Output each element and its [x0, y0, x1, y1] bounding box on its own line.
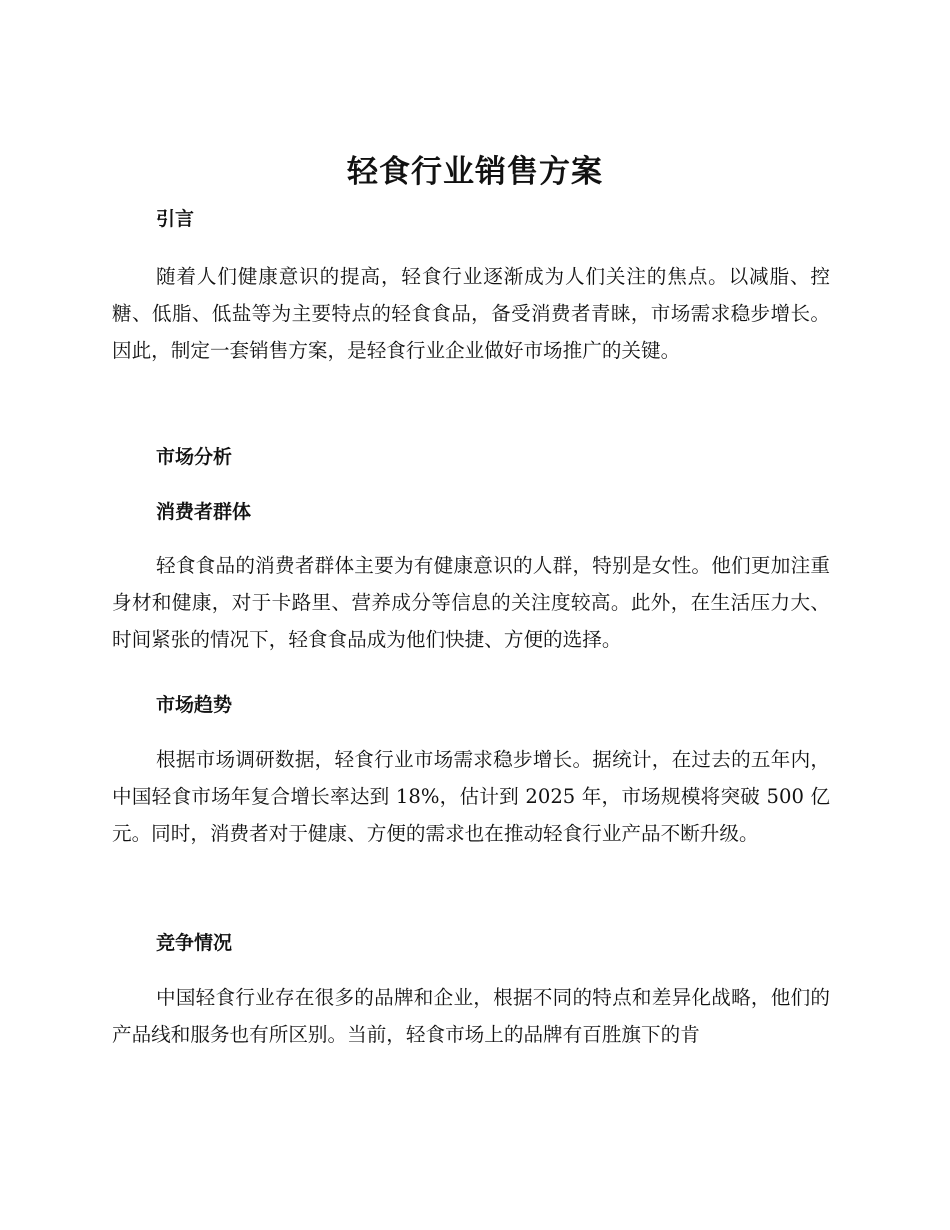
section-heading-introduction: 引言 — [156, 208, 195, 230]
paragraph-introduction: 随着人们健康意识的提高，轻食行业逐渐成为人们关注的焦点。以减脂、控糖、低脂、低盐等为主要特点的轻食食品，备受消费者青睐，市场需求稳步增长。因此，制定一套销售方案，是轻食行业企业做好市场推广的关键。 — [112, 265, 830, 363]
paragraph-market-trend: 根据市场调研数据，轻食行业市场需求稳步增长。据统计，在过去的五年内，中国轻食市场年复合增长率达到 18%，估计到 2025 年，市场规模将突破 500 亿元。同时，消费者对于健康、方便的需求也在推动轻食行业产品不断升级。 — [112, 748, 830, 846]
paragraph-consumer-group: 轻食食品的消费者群体主要为有健康意识的人群，特别是女性。他们更加注重身材和健康，对于卡路里、营养成分等信息的关注度较高。此外，在生活压力大、时间紧张的情况下，轻食食品成为他们快捷、方便的选择。 — [112, 554, 830, 652]
section-heading-consumer-group: 消费者群体 — [156, 501, 252, 523]
paragraph-competition: 中国轻食行业存在很多的品牌和企业，根据不同的特点和差异化战略，他们的产品线和服务也有所区别。当前，轻食市场上的品牌有百胜旗下的肯 — [112, 986, 830, 1047]
section-heading-market-analysis: 市场分析 — [156, 446, 233, 468]
section-heading-market-trend: 市场趋势 — [156, 694, 233, 716]
section-heading-competition: 竞争情况 — [156, 932, 233, 954]
document-title: 轻食行业销售方案 — [347, 154, 603, 190]
